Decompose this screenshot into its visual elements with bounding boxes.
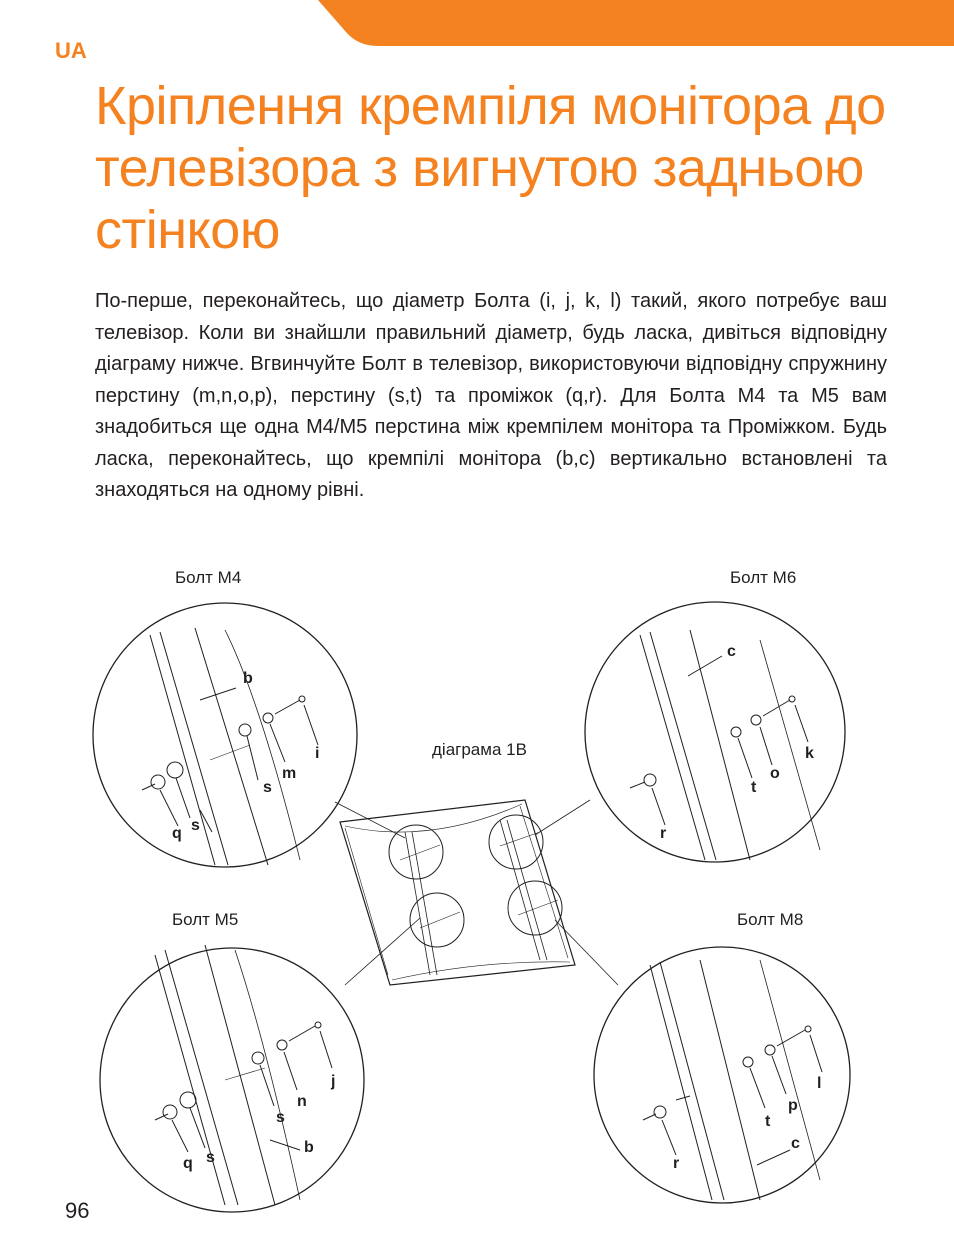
label-s-m5-1: s [276,1109,285,1126]
label-n: n [297,1093,307,1110]
caption-bolt-m8: Болт M8 [737,910,804,929]
label-o: o [770,765,780,782]
label-i: i [315,745,320,762]
label-t-m8: t [765,1113,771,1130]
page-title: Кріплення кремпіля монітора до телевізора з вигнутою задньою стінкою [95,76,886,260]
caption-bolt-m5: Болт M5 [172,910,239,929]
label-r-m6: r [660,825,667,842]
detail-bolt-m6 [585,602,845,862]
detail-bolt-m5 [100,945,364,1212]
label-m: m [282,765,297,782]
label-c-m6: c [727,643,736,660]
detail-bolt-m8 [594,947,850,1203]
tv-back-panel [340,800,575,985]
label-c-m8: c [791,1135,800,1152]
detail-bolt-m4 [93,603,357,867]
instructions-paragraph: По-перше, переконайтесь, що діаметр Болта (i, j, k, l) такий, якого потребує ваш телевізор. Коли ви знайшли правильний діаметр, будь ласка, дивіться відповідну діаграму нижче. Вгвинчуйте Болт в телевізор, використовуючи відповідну спружнину перстину (m,n,o,p), перстину (s,t) та проміжок (q,r). Для Болта M4 та M5 вам знадобиться ще одна M4/M5 перстина між кремпілем монітора та Проміжком. Будь ласка, переконайтесь, що кремпілі монітора (b,c) вертикально встановлені та знаходяться на одному рівні. [95,290,887,501]
mounting-diagram [0,560,954,1220]
label-q-m5: q [183,1155,193,1172]
label-s-m5-2: s [206,1149,215,1166]
label-l: l [817,1075,822,1092]
label-p: p [788,1097,798,1114]
caption-bolt-m6: Болт M6 [730,568,797,587]
orange-header-bar [0,0,954,50]
label-q-m4: q [172,825,182,842]
caption-diagram-1b: діаграма 1B [432,740,527,759]
label-k: k [805,745,814,762]
label-r-m8: r [673,1155,680,1172]
label-t-m6: t [751,779,757,796]
language-label: UA [55,38,87,63]
page-number: 96 [65,1198,90,1223]
label-s-m4-2: s [191,817,200,834]
label-s-m4-1: s [263,779,272,796]
label-b-m4: b [243,670,253,687]
caption-bolt-m4: Болт M4 [175,568,242,587]
label-b-m5: b [304,1139,314,1156]
label-j: j [331,1073,336,1090]
